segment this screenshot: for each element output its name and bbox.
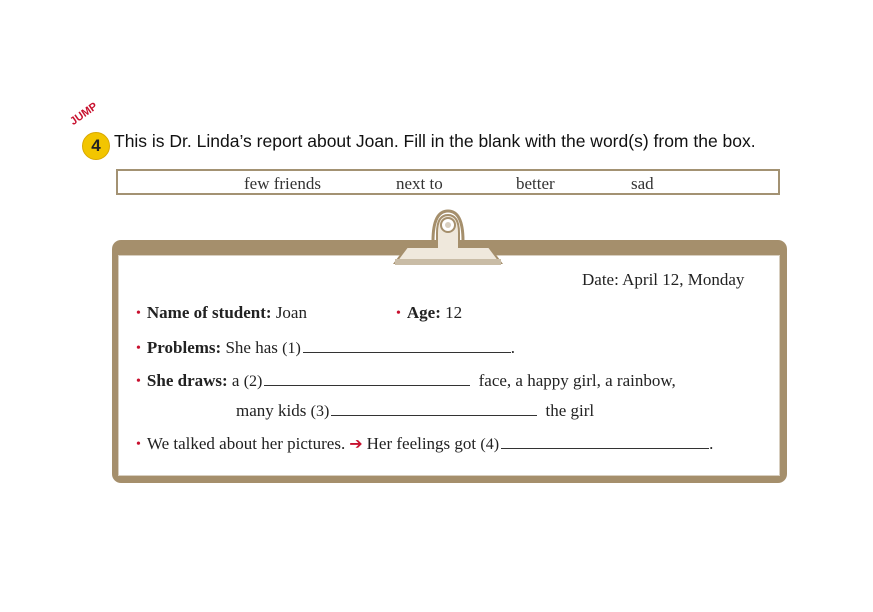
arrow-right-icon: ➔ <box>349 434 363 453</box>
blank-number: (2) <box>243 373 263 390</box>
word-bank-item: next to <box>396 174 443 193</box>
bullet-icon: • <box>136 341 141 356</box>
word-bank-item: better <box>516 174 555 193</box>
feelings-row: • We talked about her pictures. ➔ Her feelings got (4) . <box>136 434 714 453</box>
blank-number: (4) <box>480 436 500 453</box>
problems-row: • Problems: She has (1) . <box>136 338 516 357</box>
student-age: 12 <box>445 303 463 322</box>
instruction-text: This is Dr. Linda’s report about Joan. Fill in the blank with the word(s) from the box. <box>114 131 756 151</box>
word-bank-item: few friends <box>244 174 321 193</box>
age-row: • Age: 12 <box>396 303 463 322</box>
report-date: Date: April 12, Monday <box>582 270 745 289</box>
clipboard-clip-icon <box>393 207 503 265</box>
exercise-number: 4 <box>82 132 110 160</box>
bullet-icon: • <box>136 306 141 321</box>
word-bank-item: sad <box>631 174 654 193</box>
blank-number: (1) <box>282 340 301 357</box>
blank-4-field[interactable] <box>501 433 709 449</box>
blank-number: (3) <box>310 403 330 420</box>
student-name: Joan <box>275 303 307 322</box>
blank-3-field[interactable] <box>331 400 537 416</box>
bullet-icon: • <box>136 437 141 452</box>
jump-badge-text: JUMP <box>68 100 100 128</box>
blank-2-field[interactable] <box>264 370 470 386</box>
word-bank-box <box>116 169 780 195</box>
draws-row: • She draws: a (2) face, a happy girl, a rainbow, <box>136 371 676 390</box>
blank-1-field[interactable] <box>303 337 511 353</box>
bullet-icon: • <box>396 306 401 321</box>
draws-row-continued: many kids (3) the girl <box>236 401 595 420</box>
bullet-icon: • <box>136 374 141 389</box>
name-row: • Name of student: Joan <box>136 303 307 322</box>
